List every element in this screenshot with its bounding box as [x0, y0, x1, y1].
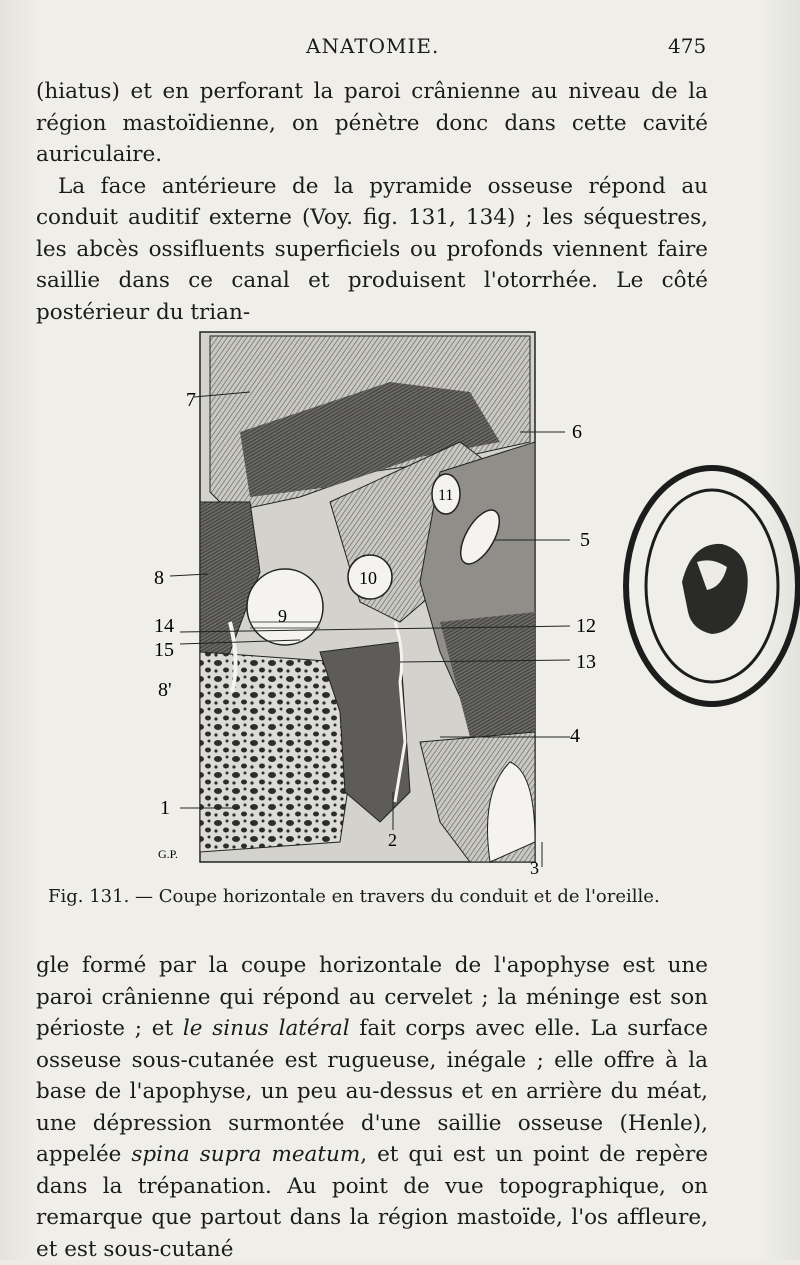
paragraph-text: fait corps avec elle. La surface osseuse sous-cutanée est rugueuse, inégale ; elle offre à la base de l'apophyse, un peu au-dessus et en arrière du méat, une dépression surmontée d'une saillie osseuse (Henle), appelée: [36, 1016, 709, 1167]
figure-label: 3: [530, 858, 539, 878]
figure-label: 5: [580, 529, 590, 551]
stamp-seal-icon: [612, 462, 800, 710]
paragraph: [36, 950, 708, 1265]
figure-label: 7: [186, 389, 196, 411]
anatomical-section-illustration: [140, 322, 620, 882]
paragraph: La face antérieure de la pyramide osseuse répond au conduit auditif externe (Voy. fig. 131, 134) ; les séquestres, les abcès ossifluents superficiels ou profonds viennent faire saillie dans ce canal et produisent l'otorrhée. Le côté postérieur du trian-: [36, 173, 708, 325]
running-head: [0, 34, 800, 64]
figure-label: 15: [154, 639, 174, 661]
paragraph: (hiatus) et en perforant la paroi crânienne au niveau de la région mastoïdienne, on pénètre donc dans cette cavité auriculaire.: [36, 79, 708, 167]
italic-term: le sinus latéral: [182, 1016, 350, 1041]
figure-label: 8: [154, 567, 164, 589]
figure-label: 1: [160, 797, 170, 819]
figure-label: 14: [154, 615, 174, 637]
figure-label: 9: [278, 606, 287, 626]
figure-label: 2: [388, 830, 397, 850]
paragraph-text: gle formé par la coupe horizontale de l'apophyse est une paroi crânienne qui répond au cervelet ; la méninge est son périoste ; et: [36, 953, 708, 1041]
running-title: ANATOMIE.: [306, 34, 440, 58]
figure-label: 10: [359, 568, 377, 588]
text-block-top: [36, 76, 708, 328]
paragraph-text: , et qui est un point de repère dans la trépanation. Au point de vue topographique, on remarque que partout dans la région mastoïde, l'os affleure, et est sous-cutané: [36, 1142, 708, 1262]
text-block-bottom: [36, 950, 708, 1265]
figure-label: 12: [576, 615, 596, 637]
figure-label: 8': [158, 679, 172, 701]
figure-label: 11: [438, 487, 454, 504]
figure-label: 13: [576, 651, 596, 673]
figure-caption: Fig. 131. — Coupe horizontale en travers du conduit et de l'oreille.: [48, 886, 660, 907]
figure-label: 6: [572, 421, 582, 443]
engraver-signature: G.P.: [158, 847, 179, 861]
page-number: 475: [668, 34, 707, 58]
figure-label: 4: [570, 725, 580, 747]
figure-131: [140, 322, 620, 882]
library-stamp: [612, 462, 800, 710]
italic-term: spina supra meatum: [131, 1142, 361, 1167]
